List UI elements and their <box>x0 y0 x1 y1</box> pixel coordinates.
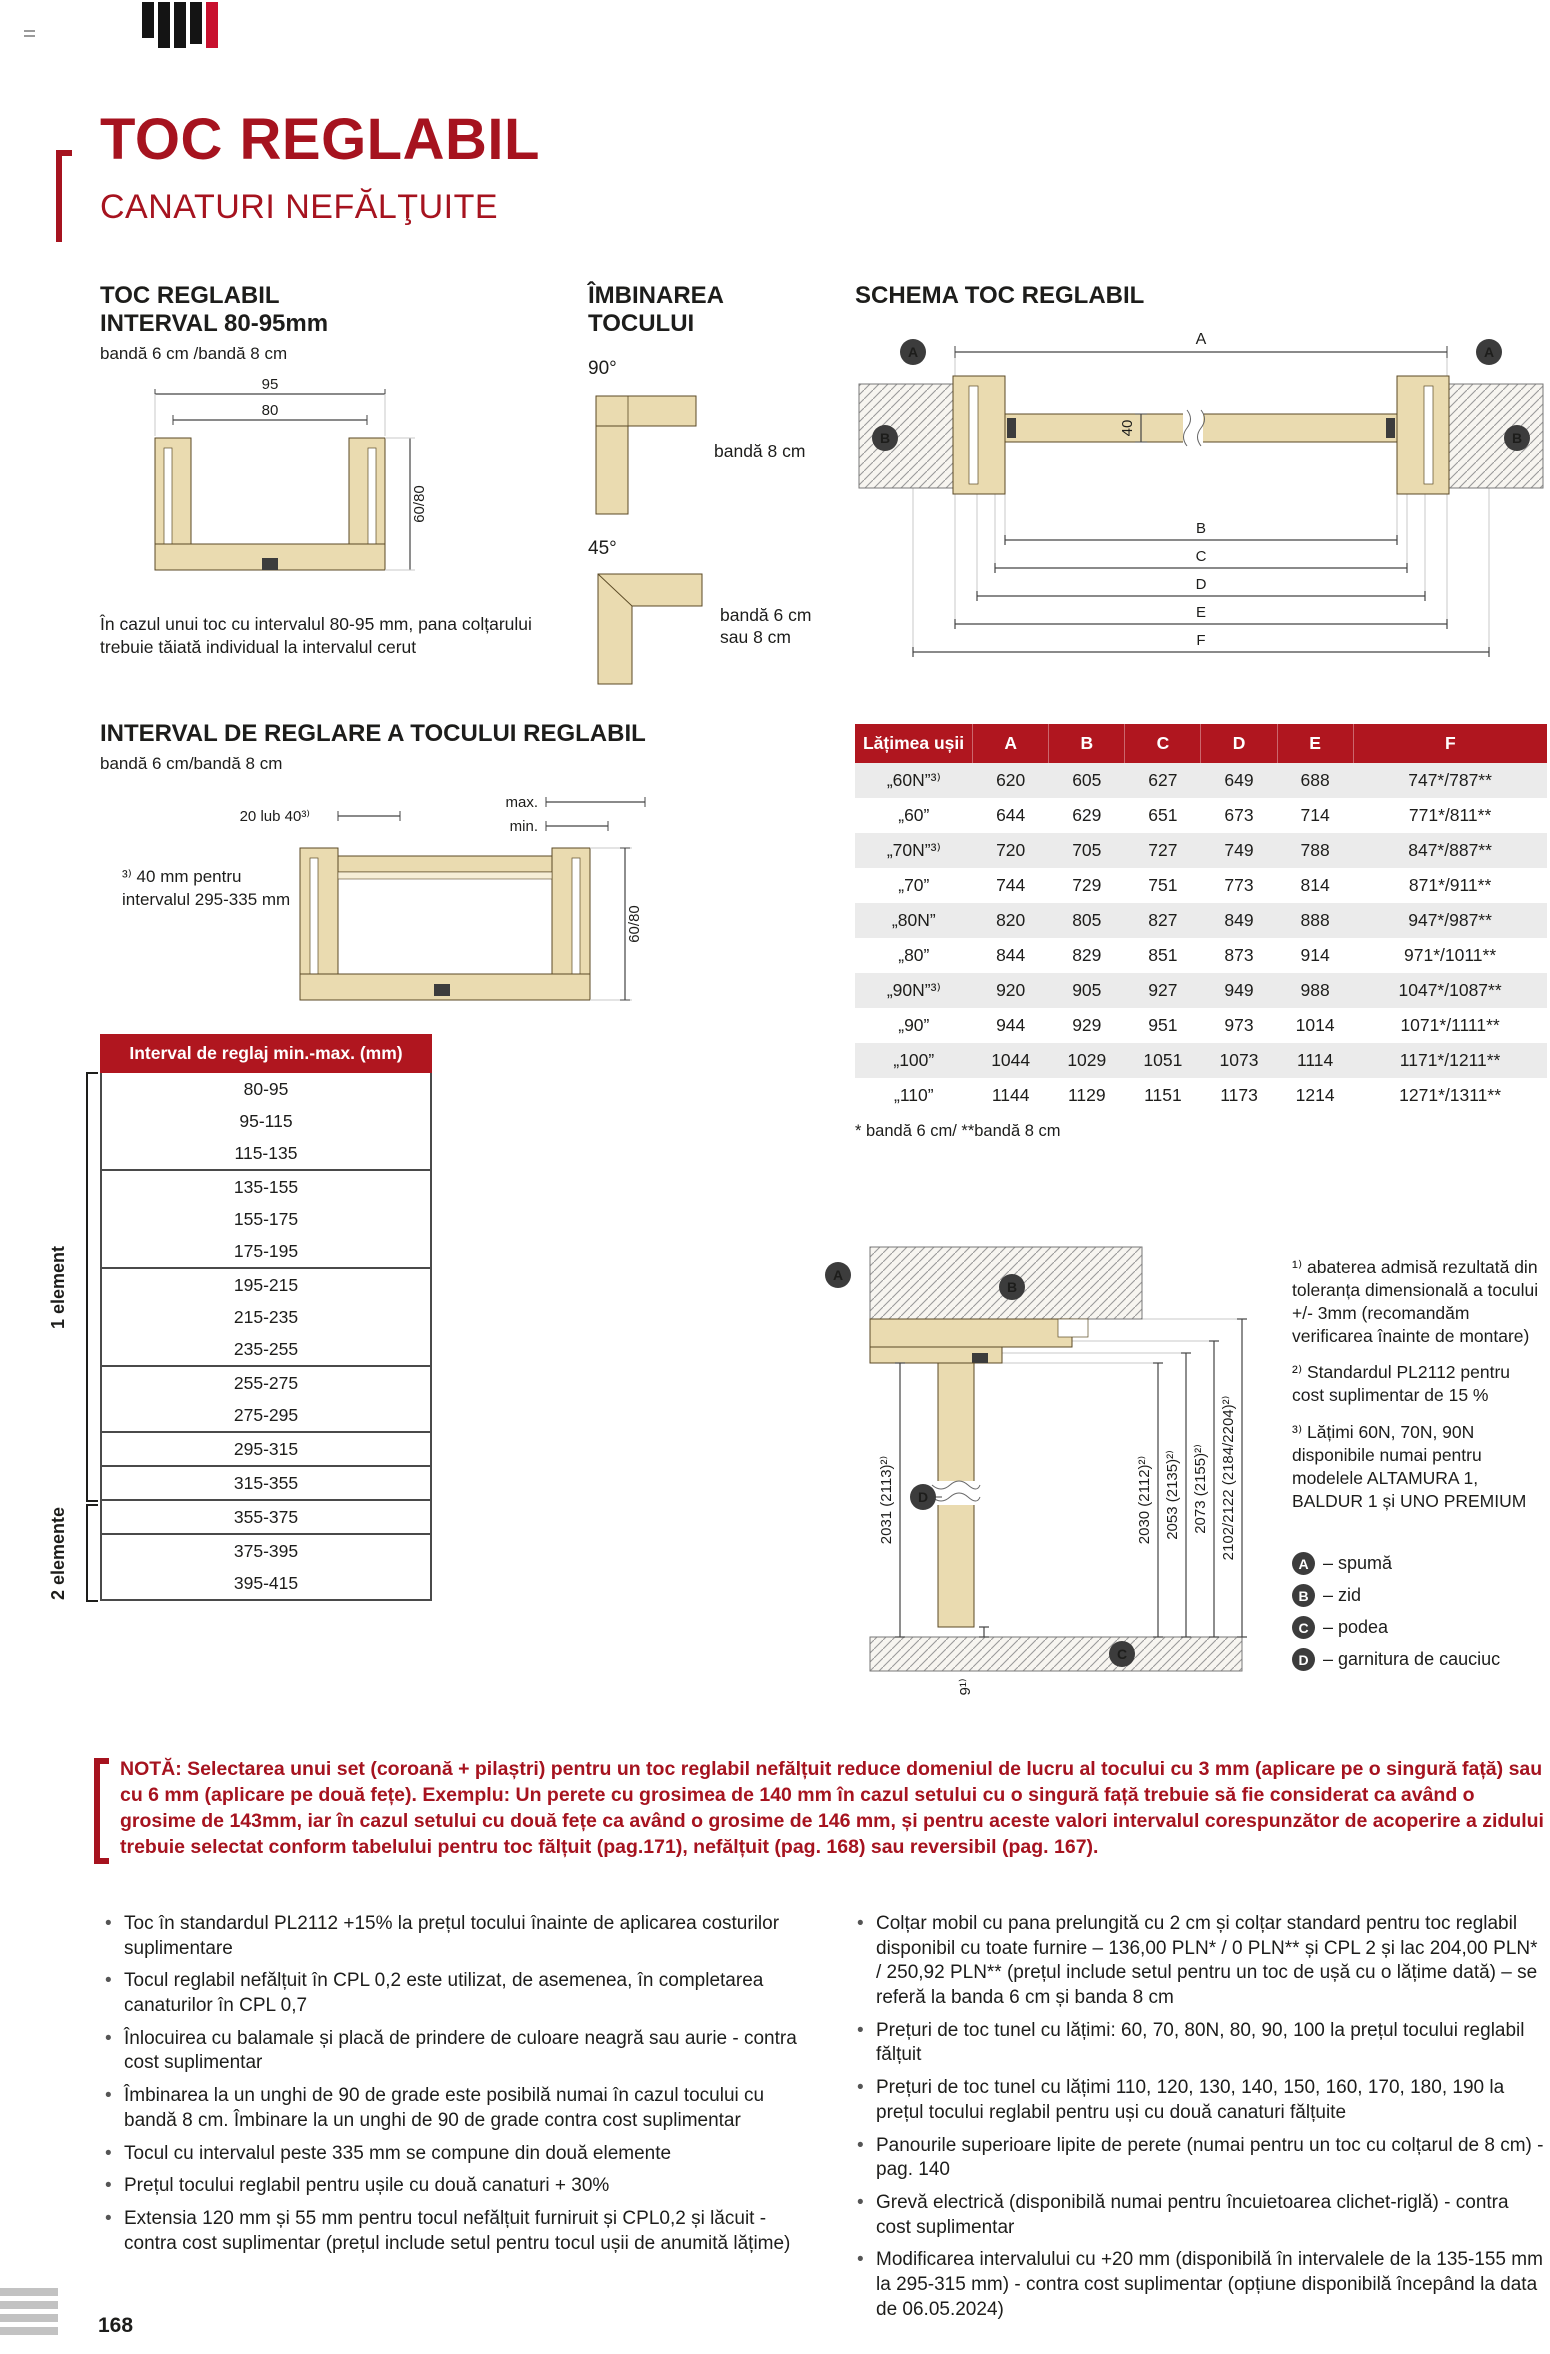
width-value: 873 <box>1224 945 1254 965</box>
col-c: C <box>1125 724 1201 763</box>
width-value: 949 <box>1224 980 1254 1000</box>
section-title-line2: TOCULUI <box>588 310 695 338</box>
col-door-width: Lățimea ușii <box>855 724 973 763</box>
width-value: 1129 <box>1067 1085 1106 1105</box>
section-title-line2: INTERVAL 80-95mm <box>100 310 329 338</box>
page-title: TOC REGLABIL <box>100 107 540 172</box>
page-number: 168 <box>98 2314 134 2337</box>
svg-text:A: A <box>1483 344 1495 361</box>
width-value: 751 <box>1148 875 1178 895</box>
width-table-footnote: * bandă 6 cm/ **bandă 8 cm <box>855 1122 1061 1140</box>
door-width-label: „70N”³⁾ <box>886 840 941 860</box>
reglare-footnote <box>122 866 290 912</box>
width-value: 973 <box>1224 1015 1254 1035</box>
legend-item <box>1292 1584 1546 1607</box>
width-value: 1073 <box>1219 1050 1259 1070</box>
section-title-line1: ÎMBINAREA <box>588 282 724 309</box>
dim-f-label: F <box>1196 632 1206 650</box>
interval-range: 295-315 <box>233 1439 299 1459</box>
callout-c <box>1109 1641 1135 1667</box>
door-width-label: „60N”³⁾ <box>886 770 941 790</box>
bullet-item: • Panourile superioare lipite de perete (numai pentru un toc cu colțarul de 8 cm) - pag. 140 <box>852 2134 1548 2183</box>
width-value: 747*/787** <box>1408 770 1492 790</box>
width-value: 820 <box>996 910 1026 930</box>
legend-label: – garnitura de cauciuc <box>1323 1649 1501 1669</box>
band-note: bandă 6 cm/bandă 8 cm <box>100 754 283 774</box>
callout-a-left <box>900 339 926 365</box>
frame-profile-right <box>1397 376 1449 494</box>
width-table-row <box>855 798 1547 833</box>
interval-group <box>102 1269 430 1367</box>
interval-table-header: Interval de reglaj min.-max. (mm) <box>100 1034 432 1073</box>
joint-45-note: bandă 6 cm sau 8 cm <box>720 605 812 648</box>
interval-range: 355-375 <box>233 1507 299 1527</box>
min-label: min. <box>509 818 538 836</box>
width-value: 673 <box>1224 805 1254 825</box>
width-value: 644 <box>996 805 1026 825</box>
col-a: A <box>973 724 1049 763</box>
nota-accent-bracket <box>94 1758 109 1864</box>
angle-90-label: 90° <box>588 358 617 380</box>
reglare-footnote-line2: intervalul 295-335 mm <box>122 889 291 909</box>
door-width-label: „100” <box>893 1050 935 1070</box>
schema-drawing <box>855 318 1547 713</box>
width-value: 814 <box>1300 875 1330 895</box>
dim-d-label: D <box>1195 576 1207 594</box>
section-imbinarea <box>588 282 858 688</box>
bullet-item: • Colțar mobil cu pana prelungită cu 2 cm și colțar standard pentru toc reglabil disponibil cu toate furnire – 136,00 PLN* / 0 PLN** și CPL 2 și lac 204,00 PLN* / 250,92 PLN** (prețul include setul pentru un toc de ușă cu o lățime dată) – se referă la banda 6 cm și banda 8 cm <box>852 1912 1548 2011</box>
width-table-header-row <box>855 724 1547 763</box>
dim-60-80-label: 60/80 <box>411 485 428 523</box>
legend-label: – zid <box>1323 1585 1362 1605</box>
width-value: 1144 <box>991 1085 1030 1105</box>
width-value: 620 <box>996 770 1026 790</box>
brand-logo <box>142 2 218 48</box>
bracket-two-elements <box>86 1504 98 1602</box>
width-value: 805 <box>1072 910 1102 930</box>
frame-hardware-detail <box>262 558 278 570</box>
frame-top-view-drawing <box>100 378 440 603</box>
door-width-table-wrap <box>855 724 1547 1141</box>
print-mark <box>24 30 35 40</box>
svg-text:B: B <box>879 430 891 447</box>
interval-range: 215-235 <box>233 1307 299 1327</box>
width-value: 1014 <box>1295 1015 1335 1035</box>
width-value: 629 <box>1072 805 1102 825</box>
legend-label: – podea <box>1323 1617 1389 1637</box>
svg-text:B: B <box>1006 1279 1018 1295</box>
dim-9: 9¹⁾ <box>957 1678 974 1696</box>
width-table-row <box>855 938 1547 973</box>
col-e: E <box>1277 724 1353 763</box>
angle-45-label: 45° <box>588 538 617 560</box>
interval-group <box>102 1433 430 1467</box>
reglare-footnote-line1: ³⁾ 40 mm pentru <box>122 867 242 886</box>
nota-text: NOTĂ: Selectarea unui set (coroană + pilaștri) pentru un toc reglabil nefălțuit reduce domeniul de lucru al tocului cu 3 mm (aplicare pe o singură față) sau cu 6 mm (aplicare pe două fețe). Exemplu: Un perete cu grosimea de 140 mm în cazul setului cu o singură față trebuie să fie considerat ca având o grosime de 143mm, iar în cazul setului cu două fețe ca având o grosime de 146 mm, și pentru aceste valori intervalul corespunzător de acoperire a zidului trebuie selectat conform tabelului pentru toc fălțuit (pag.171), nefălțuit (pag. 168) sau reversibil (pag. 167). <box>120 1758 1544 1859</box>
width-value: 627 <box>1148 770 1178 790</box>
door-width-label: „80” <box>898 945 930 965</box>
width-value: 871*/911** <box>1408 875 1492 895</box>
width-value: 688 <box>1300 770 1330 790</box>
interval-range: 135-155 <box>233 1177 299 1197</box>
callout-b-left <box>872 425 898 451</box>
width-value: 1214 <box>1295 1085 1335 1105</box>
page-subtitle: CANATURI NEFĂLŢUITE <box>100 188 499 226</box>
dim-80-label: 80 <box>261 402 279 420</box>
interval-range: 175-195 <box>233 1241 299 1261</box>
interval-group <box>102 1535 430 1599</box>
bullet-item: • Prețuri de toc tunel cu lățimi 110, 120, 130, 140, 150, 160, 170, 180, 190 la prețul tocului reglabil pentru uși cu două canaturi fălțuite <box>852 2076 1548 2125</box>
legend-item <box>1292 1648 1546 1671</box>
offset-label: 20 lub 40³⁾ <box>239 808 310 826</box>
width-value: 920 <box>996 980 1026 1000</box>
legend-item <box>1292 1552 1546 1575</box>
legend-letter-badge: C <box>1292 1616 1315 1639</box>
width-value: 988 <box>1300 980 1330 1000</box>
width-value: 649 <box>1224 770 1254 790</box>
frame-hardware-detail <box>434 984 450 996</box>
width-value: 1029 <box>1067 1050 1107 1070</box>
svg-text:D: D <box>917 1489 929 1505</box>
bullet-item: • Prețul tocului reglabil pentru ușile cu două canaturi + 30% <box>100 2174 812 2199</box>
interval-group <box>102 1467 430 1501</box>
bullet-item: • Îmbinarea la un unghi de 90 de grade este posibilă numai în cazul tocului cu bandă 8 cm. Îmbinare la un unghi de 90 de grade contra cost suplimentar <box>100 2084 812 2133</box>
dim-95-label: 95 <box>261 378 279 394</box>
dim-b-label: B <box>1195 520 1207 538</box>
door-width-label: „90N”³⁾ <box>886 980 941 1000</box>
width-value: 905 <box>1072 980 1102 1000</box>
bracket-two-label: 2 elemente <box>48 1506 68 1600</box>
width-value: 847*/887** <box>1408 840 1492 860</box>
width-value: 1171*/1211** <box>1399 1050 1501 1070</box>
bullet-item: • Toc în standardul PL2112 +15% la prețul tocului înainte de aplicarea costurilor suplimentare <box>100 1912 812 1961</box>
width-table-row <box>855 868 1547 903</box>
footnotes-column <box>1292 1256 1546 1526</box>
width-value: 1271*/1311** <box>1399 1085 1502 1105</box>
width-value: 1044 <box>991 1050 1031 1070</box>
bullets-right <box>852 1912 1548 2330</box>
width-value: 1114 <box>1296 1050 1334 1070</box>
width-value: 727 <box>1148 840 1178 860</box>
width-value: 605 <box>1072 770 1102 790</box>
bullet-item: • Înlocuirea cu balamale și placă de prindere de culoare neagră sau aurie - contra cost suplimentar <box>100 2027 812 2076</box>
width-value: 1051 <box>1143 1050 1183 1070</box>
frame-profile-left <box>953 376 1005 494</box>
col-b: B <box>1049 724 1125 763</box>
schema-title: SCHEMA TOC REGLABIL <box>855 282 1145 309</box>
joint-45-drawing <box>588 566 706 688</box>
width-value: 1151 <box>1144 1085 1182 1105</box>
dim-2030: 2030 (2112)²⁾ <box>1136 1455 1153 1545</box>
bullet-item: • Tocul reglabil nefălțuit în CPL 0,2 este utilizat, de asemenea, în completarea canaturilor în CPL 0,7 <box>100 1969 812 2018</box>
joint-90-note: bandă 8 cm <box>714 441 806 462</box>
width-table-row <box>855 903 1547 938</box>
interval-range: 315-355 <box>233 1473 299 1493</box>
width-value: 829 <box>1072 945 1102 965</box>
width-value: 971*/1011** <box>1404 945 1497 965</box>
door-width-table <box>855 724 1547 1113</box>
width-value: 844 <box>996 945 1026 965</box>
interval-range: 255-275 <box>233 1373 299 1393</box>
width-table-body <box>855 763 1547 1113</box>
band-note: bandă 6 cm /bandă 8 cm <box>100 344 288 364</box>
width-value: 651 <box>1148 805 1178 825</box>
interval-range: 95-115 <box>239 1111 293 1131</box>
width-value: 951 <box>1148 1015 1178 1035</box>
interval-group <box>102 1171 430 1269</box>
width-value: 720 <box>996 840 1026 860</box>
width-table-row <box>855 763 1547 798</box>
col-d: D <box>1201 724 1277 763</box>
legend-item <box>1292 1616 1546 1639</box>
bullet-item: • Prețuri de toc tunel cu lățimi: 60, 70, 80N, 80, 90, 100 la prețul tocului reglabil fălțuit <box>852 2019 1548 2068</box>
width-value: 714 <box>1300 805 1330 825</box>
legend-letter-badge: B <box>1292 1584 1315 1607</box>
joint-90-drawing <box>588 386 700 518</box>
bullet-item: • Grevă electrică (disponibilă numai pentru încuietoarea clichet-riglă) - contra cost suplimentar <box>852 2191 1548 2240</box>
dim-40-label: 40 <box>1119 419 1136 437</box>
footnote-1: ¹⁾ abaterea admisă rezultată din toleranța dimensională a tocului +/- 3mm (recomandăm verificarea înainte de montare) <box>1292 1257 1539 1347</box>
section-title-line1: TOC REGLABIL <box>100 282 280 309</box>
dim-e-label: E <box>1195 604 1207 622</box>
width-value: 851 <box>1148 945 1178 965</box>
dim-60-80-label: 60/80 <box>626 905 643 943</box>
width-value: 944 <box>996 1015 1026 1035</box>
bullets-left <box>100 1912 812 2264</box>
width-value: 849 <box>1224 910 1254 930</box>
interval-table-body <box>100 1073 432 1601</box>
legend-list <box>1292 1552 1546 1680</box>
width-table-row <box>855 973 1547 1008</box>
extension-strip <box>338 856 552 872</box>
width-value: 773 <box>1224 875 1254 895</box>
width-table-row <box>855 1043 1547 1078</box>
dim-2053: 2053 (2135)²⁾ <box>1164 1450 1181 1540</box>
door-width-label: „90” <box>898 1015 930 1035</box>
gasket-detail <box>972 1353 988 1363</box>
callout-b <box>999 1274 1025 1300</box>
dim-c-label: C <box>1195 548 1207 566</box>
dim-2073: 2073 (2155)²⁾ <box>1192 1444 1209 1534</box>
dim-2102: 2102/2122 (2184/2204)²⁾ <box>1220 1395 1237 1561</box>
width-value: 914 <box>1300 945 1330 965</box>
interval-drawing-note: În cazul unui toc cu intervalul 80-95 mm, pana colțarului trebuie tăiată individual la intervalul cerut <box>100 614 532 657</box>
footer-logo-bars <box>0 2288 58 2340</box>
floor-hatch <box>870 1637 1242 1671</box>
legend-letter-badge: A <box>1292 1552 1315 1575</box>
legend-label: – spumă <box>1323 1553 1393 1573</box>
svg-text:C: C <box>1116 1646 1128 1662</box>
width-table-row <box>855 833 1547 868</box>
title-accent-bracket <box>56 150 72 242</box>
reglare-title: INTERVAL DE REGLARE A TOCULUI REGLABIL <box>100 720 646 747</box>
section-schema <box>855 282 1547 713</box>
width-value: 744 <box>996 875 1026 895</box>
interval-table <box>100 1034 432 1601</box>
frame-profile <box>870 1319 1072 1347</box>
width-value: 749 <box>1224 840 1254 860</box>
width-value: 771*/811** <box>1408 805 1492 825</box>
interval-group <box>102 1073 430 1171</box>
width-value: 827 <box>1148 910 1178 930</box>
dim-2031: 2031 (2113)²⁾ <box>878 1455 895 1545</box>
section-interval-80-95 <box>100 282 580 659</box>
interval-range: 375-395 <box>233 1541 299 1561</box>
interval-range: 195-215 <box>233 1275 299 1295</box>
width-value: 929 <box>1072 1015 1102 1035</box>
interval-range: 80-95 <box>243 1079 289 1099</box>
dim-a-label: A <box>1195 331 1207 349</box>
callout-a <box>825 1262 851 1288</box>
width-value: 1173 <box>1220 1085 1258 1105</box>
width-value: 888 <box>1300 910 1330 930</box>
door-width-label: „80N” <box>891 910 936 930</box>
interval-range: 275-295 <box>233 1405 299 1425</box>
bracket-one-element <box>86 1072 98 1502</box>
width-value: 788 <box>1300 840 1330 860</box>
max-label: max. <box>505 794 538 812</box>
width-value: 1047*/1087** <box>1398 980 1502 1000</box>
width-value: 947*/987** <box>1408 910 1492 930</box>
width-value: 705 <box>1072 840 1102 860</box>
bullet-item: • Tocul cu intervalul peste 335 mm se compune din două elemente <box>100 2142 812 2167</box>
footnote-2: ²⁾ Standardul PL2112 pentru cost suplimentar de 15 % <box>1292 1362 1511 1406</box>
legend-letter-badge: D <box>1292 1648 1315 1671</box>
width-table-row <box>855 1008 1547 1043</box>
interval-range: 115-135 <box>234 1143 298 1163</box>
width-value: 1071*/1111** <box>1400 1015 1500 1035</box>
callout-b-right <box>1504 425 1530 451</box>
door-width-label: „60” <box>898 805 930 825</box>
bullet-item: • Modificarea intervalului cu +20 mm (disponibilă în intervalele de la 135-155 mm la 295-315 mm) - contra cost suplimentar (opțiune disponibilă începând la data de 06.05.2024) <box>852 2248 1548 2322</box>
width-value: 927 <box>1148 980 1178 1000</box>
interval-group <box>102 1501 430 1535</box>
svg-text:A: A <box>832 1267 844 1283</box>
bracket-one-label: 1 element <box>48 1245 68 1329</box>
width-table-row <box>855 1078 1547 1113</box>
svg-text:B: B <box>1511 430 1523 447</box>
interval-range: 235-255 <box>233 1339 299 1359</box>
callout-a-right <box>1476 339 1502 365</box>
svg-text:A: A <box>907 344 919 361</box>
door-width-label: „70” <box>898 875 930 895</box>
col-f: F <box>1353 724 1547 763</box>
interval-range: 395-415 <box>233 1573 299 1593</box>
door-width-label: „110” <box>894 1085 934 1105</box>
bullet-item: • Extensia 120 mm și 55 mm pentru tocul nefălțuit furniruit și CPL0,2 și lăcuit - contra cost suplimentar (prețul include setul pentru tocul ușii de anumită lățime) <box>100 2207 812 2256</box>
footnote-3: ³⁾ Lățimi 60N, 70N, 90N disponibile numai pentru modelele ALTAMURA 1, BALDUR 1 și UNO PREMIUM <box>1292 1421 1527 1511</box>
vertical-section-drawing <box>820 1235 1290 1715</box>
width-value: 729 <box>1072 875 1102 895</box>
interval-group <box>102 1367 430 1433</box>
interval-range: 155-175 <box>233 1209 299 1229</box>
